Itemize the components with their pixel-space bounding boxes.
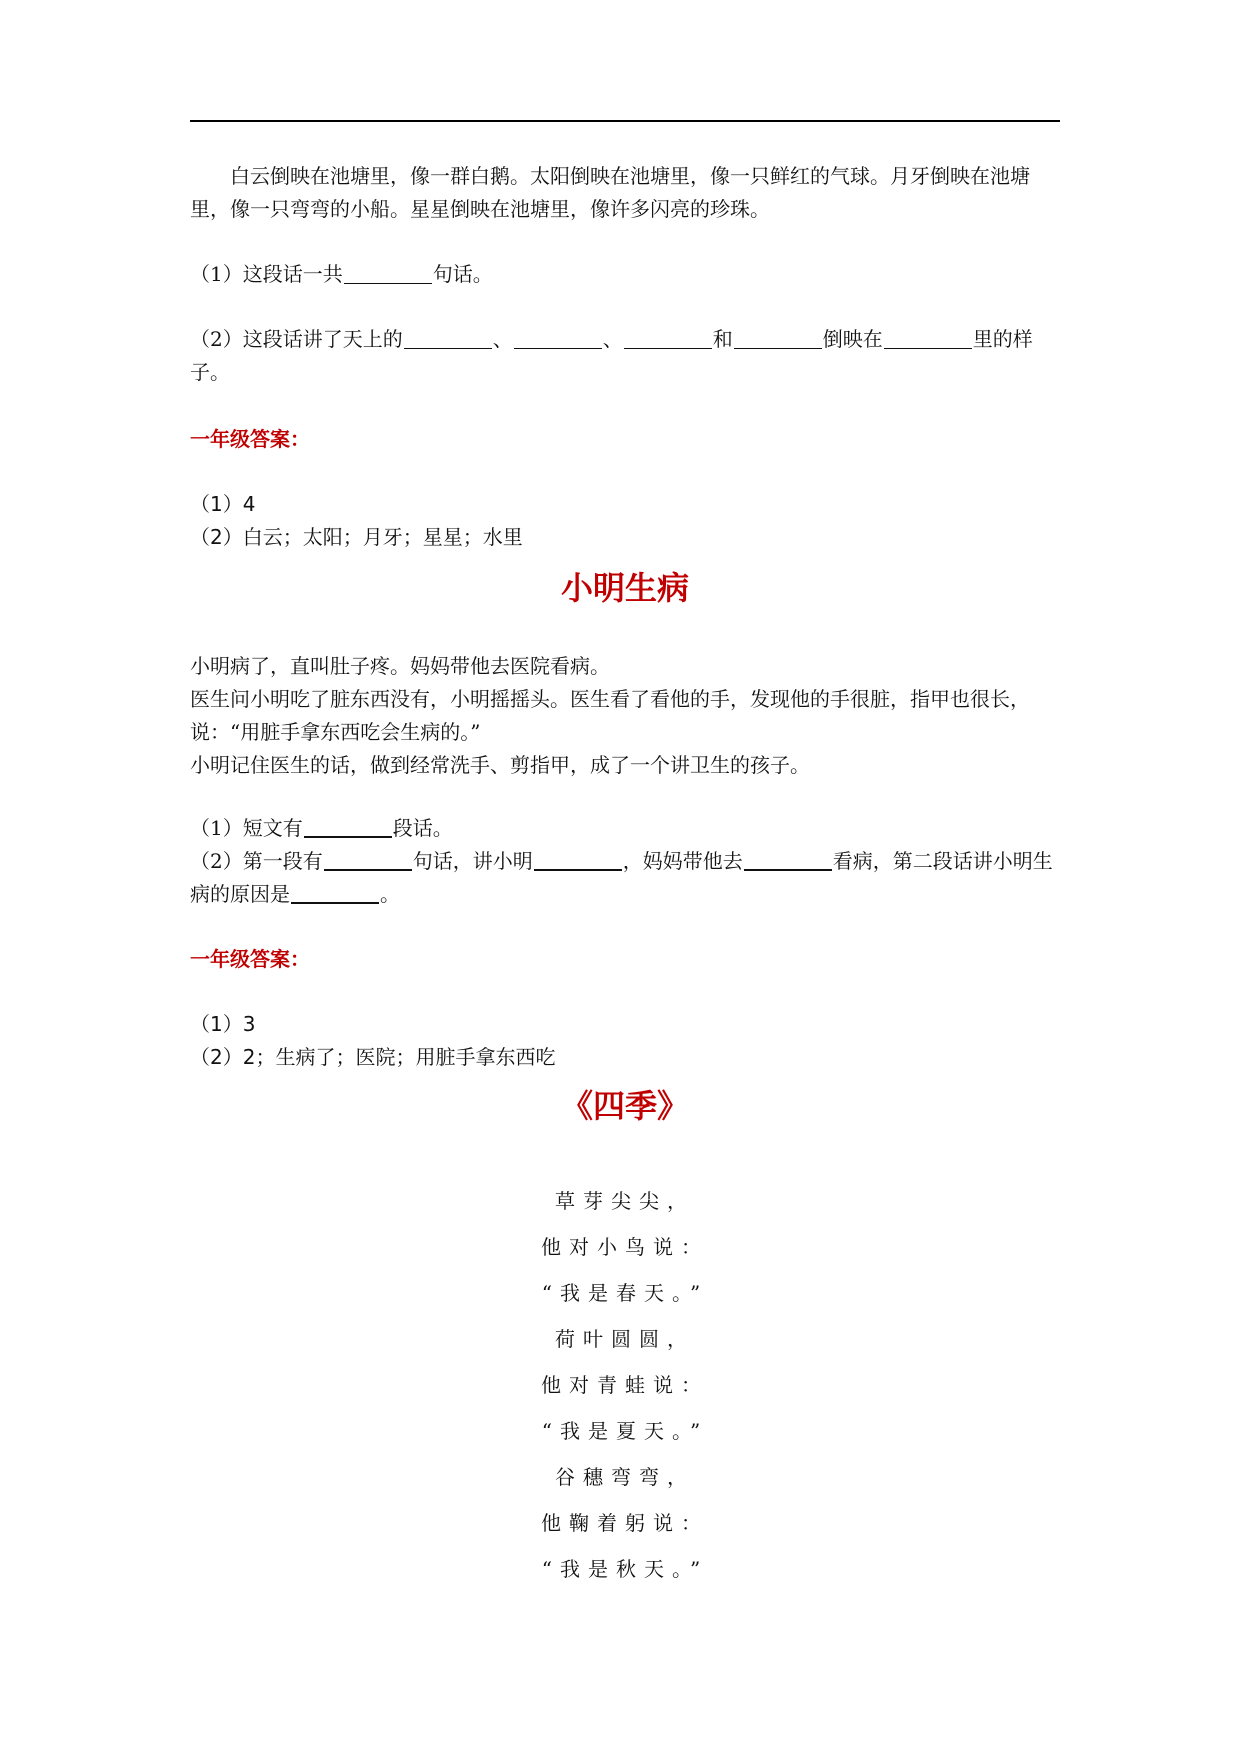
passage1-question-1: [190, 258, 1060, 291]
passage2-line-1: 小明病了，直叫肚子疼。妈妈带他去医院看病。: [190, 654, 610, 678]
q2-sep4: 倒映在: [822, 327, 883, 351]
answer-line-2: （2）白云；太阳；月牙；星星；水里: [190, 525, 523, 549]
answer-blank: [404, 328, 492, 349]
poem-line: 草芽尖尖，: [555, 1189, 695, 1213]
q2-sep3: 看病，第二段话讲小明生病的原因是: [190, 849, 1053, 906]
q2-sep1: 句话，讲小明: [412, 849, 533, 873]
answer-line-1: （1）4: [190, 492, 256, 516]
answer-label: 一年级答案：: [190, 427, 310, 451]
q1-text-before: （1）这段话一共: [190, 262, 343, 286]
poem-block: [190, 1178, 1060, 1592]
q2-text-after: 。: [380, 882, 400, 906]
q2-sep2: ，妈妈带他去: [622, 849, 743, 873]
answer-blank: [624, 328, 712, 349]
q2-text-before: （2）这段话讲了天上的: [190, 327, 403, 351]
q1-text-after: 句话。: [432, 262, 493, 286]
poem-line: 谷穗弯弯，: [555, 1465, 695, 1489]
answer-blank: [324, 849, 412, 871]
q2-sep2: 、: [602, 327, 623, 351]
answer-label: 一年级答案：: [190, 947, 310, 971]
passage1-question-2: [190, 323, 1060, 389]
poem-line: 他对青蛙说：: [541, 1373, 709, 1397]
q2-text-after: 里的样子。: [190, 327, 1033, 384]
answer-blank: [514, 328, 602, 349]
poem-line: 他对小鸟说：: [541, 1235, 709, 1259]
answer-blank: [304, 816, 392, 838]
answer-blank: [734, 328, 822, 349]
answer-line-1: （1）3: [190, 1012, 256, 1036]
q1-text-before: （1）短文有: [190, 816, 303, 840]
section-title-four-seasons: 《四季》: [560, 1087, 689, 1125]
poem-line: 他鞠着躬说：: [541, 1511, 709, 1535]
answer-blank: [744, 849, 832, 871]
passage2-line-3: 小明记住医生的话，做到经常洗手、剪指甲，成了一个讲卫生的孩子。: [190, 753, 810, 777]
q2-sep3: 和: [712, 327, 733, 351]
passage1-paragraph: 白云倒映在池塘里，像一群白鹅。太阳倒映在池塘里，像一只鲜红的气球。月牙倒映在池塘里，像一只弯弯的小船。星星倒映在池塘里，像许多闪亮的珍珠。: [190, 164, 1030, 221]
poem-line: 荷叶圆圆，: [555, 1327, 695, 1351]
answer-blank: [884, 328, 972, 349]
passage2-line-2: 医生问小明吃了脏东西没有，小明摇摇头。医生看了看他的手，发现他的手很脏，指甲也很长，说：“用脏手拿东西吃会生病的。”: [190, 687, 1030, 744]
answer-blank: [534, 849, 622, 871]
q1-text-after: 段话。: [392, 816, 453, 840]
passage2-question-2: [190, 845, 1060, 911]
poem-line: “我是春天。”: [541, 1281, 709, 1305]
q2-sep1: 、: [492, 327, 513, 351]
header-rule: [190, 120, 1060, 122]
section-title-xiaoming: 小明生病: [560, 569, 689, 607]
document-page: [190, 0, 1060, 1754]
answer-blank: [344, 263, 432, 284]
answer-line-2: （2）2；生病了；医院；用脏手拿东西吃: [190, 1045, 556, 1069]
q2-text-before: （2）第一段有: [190, 849, 323, 873]
answer-blank: [291, 882, 379, 904]
poem-line: “我是夏天。”: [541, 1419, 709, 1443]
passage2-question-1: [190, 812, 1060, 845]
poem-line: “我是秋天。”: [541, 1557, 709, 1581]
